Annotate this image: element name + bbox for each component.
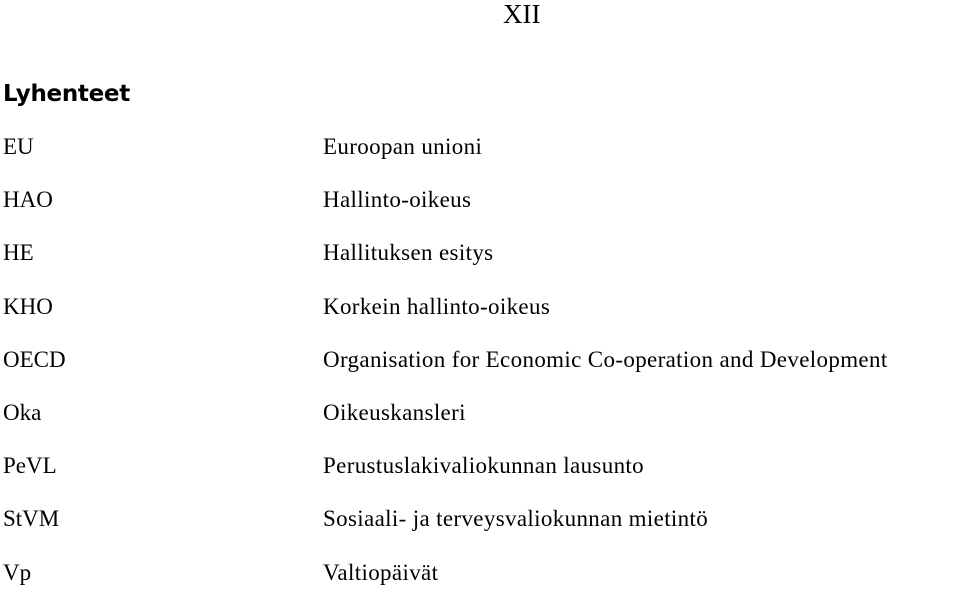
abbreviation-row [0,183,960,236]
abbreviation-term: Oka [3,399,42,425]
abbreviation-row [0,449,960,502]
abbreviation-row [0,343,960,396]
abbreviation-definition: Hallituksen esitys [323,240,494,266]
abbreviation-definition: Hallinto-oikeus [323,187,472,213]
abbreviation-definition: Organisation for Economic Co-operation and Development [323,346,888,372]
abbreviation-definition: Oikeuskansleri [323,399,466,425]
abbreviation-definition: Sosiaali- ja terveysvaliokunnan mietintö [323,506,709,532]
abbreviation-definition: Valtiopäivät [323,559,439,585]
abbreviation-definition: Perustuslakivaliokunnan lausunto [323,453,645,479]
abbreviation-term: PeVL [3,453,57,479]
abbreviation-term: HE [3,240,34,266]
abbreviation-term: Vp [3,559,32,585]
abbreviation-term: HAO [3,187,53,213]
abbreviation-term: StVM [3,506,60,532]
abbreviation-list [0,130,960,609]
abbreviation-row [0,396,960,449]
section-heading: Lyhenteet [3,81,130,107]
abbreviation-row [0,130,960,183]
abbreviation-term: EU [3,134,34,159]
abbreviation-definition: Korkein hallinto-oikeus [323,293,551,319]
abbreviation-row [0,502,960,555]
abbreviation-row [0,290,960,343]
abbreviation-term: OECD [3,346,66,372]
abbreviation-row [0,556,960,609]
abbreviation-term: KHO [3,293,53,319]
page-number: XII [503,0,541,29]
abbreviation-definition: Euroopan unioni [323,134,483,159]
abbreviation-row [0,236,960,289]
